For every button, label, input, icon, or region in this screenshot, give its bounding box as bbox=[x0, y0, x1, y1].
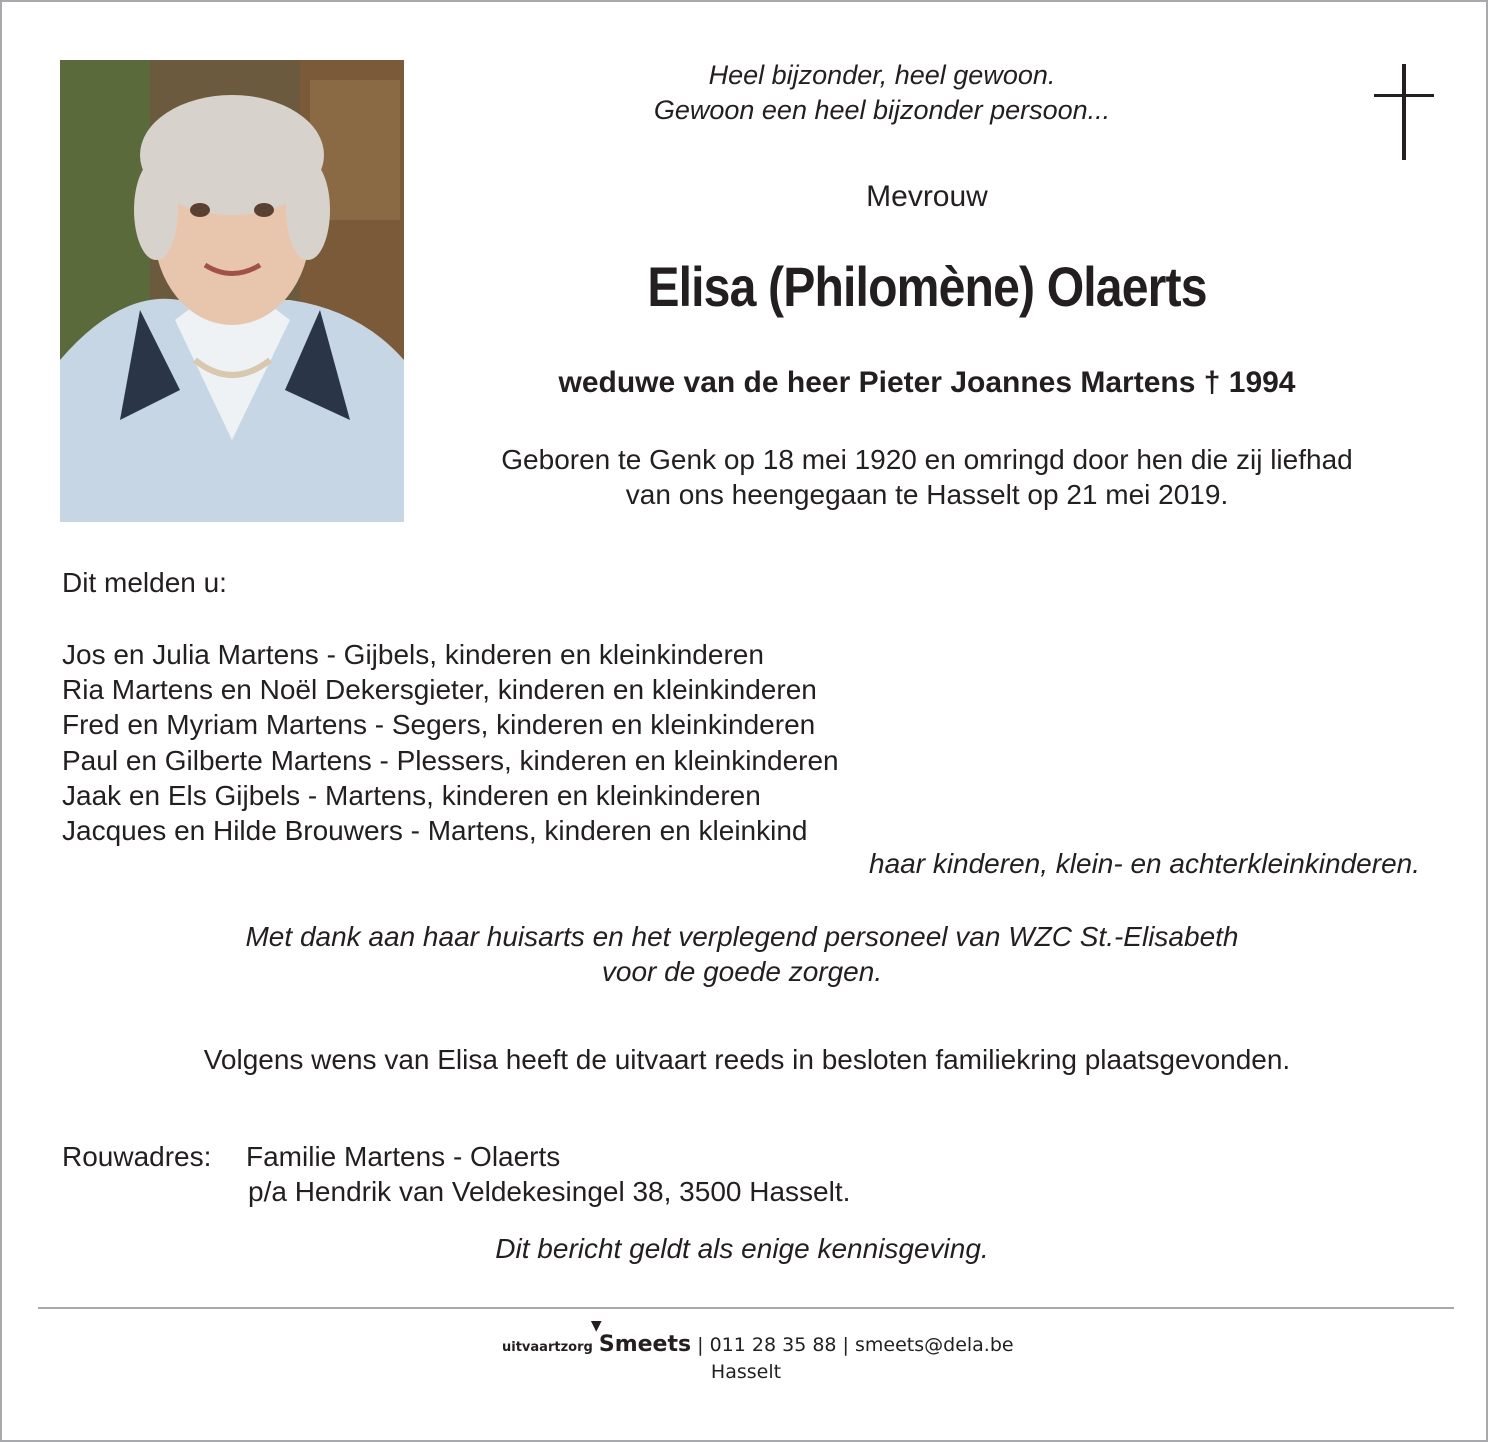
mourning-address bbox=[62, 1139, 850, 1209]
funeral-note: Volgens wens van Elisa heeft de uitvaart reeds in besloten familiekring plaatsgevonden. bbox=[203, 1044, 1291, 1075]
footer-city: Hasselt bbox=[710, 1361, 782, 1383]
portrait-photo bbox=[60, 60, 404, 522]
cross-icon bbox=[1374, 64, 1434, 160]
footer-phone: 011 28 35 88 bbox=[709, 1334, 837, 1356]
family-item: Jacques en Hilde Brouwers - Martens, kinderen en kleinkind bbox=[62, 815, 808, 847]
notice: Dit bericht geldt als enige kennisgeving. bbox=[495, 1233, 989, 1264]
thanks-line-2: voor de goede zorgen. bbox=[601, 956, 883, 987]
family-signature: haar kinderen, klein- en achterkleinkinderen. bbox=[869, 848, 1420, 879]
brand-name: Smeets bbox=[598, 1332, 692, 1357]
funeral-home-footer: uitvaartzorg ▼ Smeets | 011 28 35 88 | smeets@dela.be Hasselt bbox=[502, 1318, 1014, 1383]
brand-logo bbox=[590, 1318, 692, 1357]
footer-email[interactable]: smeets@dela.be bbox=[855, 1334, 1014, 1356]
family-item: Jos en Julia Martens - Gijbels, kinderen en kleinkinderen bbox=[62, 639, 764, 670]
quote-line-2: Gewoon een heel bijzonder persoon... bbox=[653, 95, 1111, 125]
honorific: Mevrouw bbox=[866, 180, 988, 213]
thanks-line-1: Met dank aan haar huisarts en het verplegend personeel van WZC St.-Elisabeth bbox=[245, 921, 1239, 952]
family-item: Ria Martens en Noël Dekersgieter, kinderen en kleinkinderen bbox=[62, 674, 817, 706]
footer-prefix: uitvaartzorg bbox=[502, 1340, 593, 1355]
spouse-line: weduwe van de heer Pieter Joannes Martens † 1994 bbox=[558, 366, 1296, 399]
family-list bbox=[62, 637, 839, 848]
birth-line: Geboren te Genk op 18 mei 1920 en omringd door hen die zij liefhad bbox=[501, 444, 1353, 475]
deceased-name: Elisa (Philomène) Olaerts bbox=[647, 255, 1207, 318]
announcement: Dit melden u: bbox=[62, 567, 227, 598]
family-item: Paul en Gilberte Martens - Plessers, kinderen en kleinkinderen bbox=[62, 744, 839, 776]
death-line: van ons heengegaan te Hasselt op 21 mei 2019. bbox=[625, 479, 1229, 510]
quote-line-1: Heel bijzonder, heel gewoon. bbox=[708, 60, 1056, 90]
address-label: Rouwadres: bbox=[62, 1141, 212, 1172]
birth-death-info bbox=[422, 442, 1432, 512]
address-line-2: p/a Hendrik van Veldekesingel 38, 3500 Hasselt. bbox=[248, 1176, 851, 1207]
family-item: Jaak en Els Gijbels - Martens, kinderen en kleinkinderen bbox=[62, 779, 761, 811]
divider bbox=[38, 1307, 1454, 1309]
thanks bbox=[142, 919, 1342, 989]
triangle-icon: ▼ bbox=[590, 1318, 602, 1334]
quote bbox=[582, 58, 1182, 128]
family-item: Fred en Myriam Martens - Segers, kinderen en kleinkinderen bbox=[62, 709, 816, 741]
address-line-1: Familie Martens - Olaerts bbox=[246, 1141, 561, 1172]
